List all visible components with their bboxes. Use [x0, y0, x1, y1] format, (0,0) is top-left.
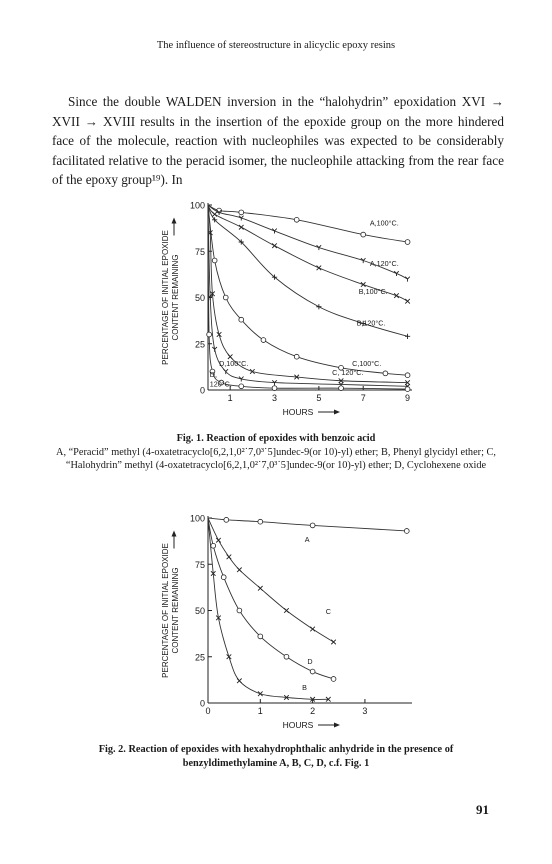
fig1-curve-label-c-100-c: C,100°C. — [352, 358, 382, 368]
fig1-series-d-100-c-point — [239, 317, 244, 322]
fig2-series-d-point — [221, 575, 226, 580]
fig2-y-tick-label: 75 — [194, 559, 205, 570]
fig1-curve-label-a-120-c: A,120°C. — [369, 259, 399, 269]
fig2-x-axis-label: HOURS — [282, 720, 314, 730]
fig2-series-a-point — [224, 517, 229, 522]
fig1-series-d-120-c-point — [272, 386, 277, 391]
figure-2-caption — [54, 743, 498, 770]
fig1-series-d-120-c-point — [339, 386, 344, 391]
fig2-series-d-point — [258, 634, 263, 639]
fig2-y-tick-label: 100 — [189, 513, 205, 524]
body-paragraph: Since the double WALDEN inversion in the “halohydrin” epoxidation XVI → XVII → XVIII results in the insertion of the epoxide group on the more hindered face of the molecule, reaction with nucleophiles was expected to be considerably facilitated relative to the peracid isomer, the nucleophile attacking from the rear face of the epoxy group¹⁹). In — [52, 94, 504, 187]
fig2-curve-label-b: B — [302, 683, 307, 693]
fig2-x-tick-label: 1 — [257, 706, 263, 716]
fig1-series-b-100-c-point — [394, 293, 399, 298]
fig1-series-d-100-c-point — [294, 354, 299, 359]
fig1-curve-label-c-120-c: C, 120°C. — [332, 368, 364, 378]
fig1-series-d-120-c-point — [239, 384, 244, 389]
fig1-curve-label-a-100-c: A,100°C. — [369, 218, 399, 228]
fig1-x-tick-label: 5 — [316, 393, 322, 403]
fig1-series-b-120-c-point — [405, 334, 410, 339]
fig2-curve-label-c: C — [325, 607, 331, 617]
fig2-y-tick-label: 25 — [194, 652, 205, 663]
fig2-x-tick-label: 2 — [310, 706, 316, 716]
figure-2-caption-title: Reaction of epoxides with hexahydrophthalic anhydride in the presence of benzyldimethylamine A, B, C, D, c.f. Fig. 1 — [128, 744, 454, 769]
fig1-series-b-100-c-point — [405, 299, 410, 304]
fig1-x-axis-label: HOURS — [282, 407, 314, 417]
fig2-x-tick-label: 3 — [362, 706, 368, 716]
fig1-series-b-100-c-point — [239, 225, 244, 230]
fig1-series-a-100-c-point — [239, 210, 244, 215]
fig1-y-tick-label: 50 — [194, 293, 205, 303]
fig1-series-d-100-c-point — [383, 371, 388, 376]
fig2-series-a-point — [258, 519, 263, 524]
fig2-series-b-point — [237, 679, 242, 684]
fig2-curve-label-d: D — [307, 657, 313, 667]
fig2-series-d-point — [310, 669, 315, 674]
fig1-series-b-100-c-point — [212, 212, 217, 217]
fig1-x-tick-label: 3 — [272, 393, 278, 403]
fig1-series-b-100-c-point — [317, 266, 322, 271]
fig2-x-tick-label: 0 — [205, 706, 211, 716]
fig2-y-axis-arrowhead — [172, 531, 177, 537]
fig2-series-c-point — [216, 538, 221, 543]
fig2-y-axis-label-line2: CONTENT REMAINING — [171, 567, 180, 654]
fig2-series-c-point — [310, 627, 315, 632]
fig1-series-a-100-c-point — [405, 240, 410, 245]
fig1-series-b-120-c-point — [316, 304, 321, 309]
fig1-series-b-100-c-point — [272, 243, 277, 248]
fig1-series-d-100-c-point — [261, 338, 266, 343]
fig1-series-d-100-c-point — [405, 373, 410, 378]
fig2-series-c-point — [237, 568, 242, 573]
fig1-series-a-100-c-point — [361, 232, 366, 237]
fig1-x-tick-label: 7 — [360, 393, 366, 403]
figure-1-caption-detail: A, “Peracid” methyl (4-oxatetracyclo[6,2,1,0²˙7,0³˙5]undec-9(or 10)-yl) ether; B, Phenyl glycidyl ether; C, “Halohydrin” methyl (4-oxatetracyclo[6,2,1,0²˙7,0³˙5]undec-9(or 10)-yl) ether; D, Cyclohexene oxide — [56, 446, 496, 472]
fig2-series-d-point — [237, 608, 242, 613]
fig2-x-axis-arrowhead — [334, 723, 340, 728]
figure-1-caption — [54, 432, 498, 473]
fig1-series-a-120-c-point — [405, 277, 410, 282]
fig1-curve-label-120-c: 120°C. — [209, 379, 232, 389]
fig1-curve-label-d: D, — [209, 370, 217, 380]
fig2-y-tick-label: 0 — [199, 698, 205, 709]
fig1-series-d-120-c-point — [405, 387, 410, 392]
fig2-series-b-point — [258, 691, 263, 696]
fig2-series-a-point — [404, 529, 409, 534]
running-head: The influence of stereostructure in alicyclic epoxy resins — [156, 40, 396, 51]
fig2-y-axis-label-line1: PERCENTAGE OF INITIAL EPOXIDE — [161, 543, 170, 678]
fig1-y-tick-label: 100 — [189, 200, 205, 211]
fig1-x-tick-label: 9 — [405, 393, 411, 403]
fig2-series-c-point — [258, 586, 263, 591]
fig1-series-d-120-c-point — [207, 332, 212, 337]
fig2-series-a-line — [208, 518, 407, 531]
fig1-y-axis-arrowhead — [172, 218, 177, 224]
fig1-curve-label-b-100-c: B,100°C. — [358, 286, 388, 296]
fig1-series-d-100-c-point — [212, 258, 217, 263]
fig2-series-c-point — [227, 555, 232, 560]
fig1-series-a-100-c-point — [294, 217, 299, 222]
fig1-y-tick-label: 75 — [194, 246, 205, 257]
fig1-curve-label-b-120-c: B,120°C. — [356, 318, 386, 328]
figure-1-chart — [150, 195, 420, 423]
fig2-series-c-line — [208, 518, 334, 642]
fig2-y-tick-label: 50 — [194, 606, 205, 616]
fig2-series-d-point — [284, 654, 289, 659]
fig1-x-tick-label: 1 — [227, 393, 233, 403]
page-number: 91 — [476, 802, 489, 817]
fig2-series-c-point — [331, 640, 336, 645]
fig2-series-d-point — [331, 677, 336, 682]
fig2-curve-label-a: A — [304, 535, 310, 545]
fig1-y-tick-label: 0 — [199, 385, 205, 396]
fig1-y-axis-label-line2: CONTENT REMAINING — [171, 254, 180, 341]
fig2-series-b-point — [227, 654, 232, 659]
fig1-y-tick-label: 25 — [194, 339, 205, 350]
figure-1-caption-label: Fig. 1. — [176, 433, 204, 444]
fig1-x-axis-arrowhead — [334, 410, 340, 415]
fig1-y-axis-label-line1: PERCENTAGE OF INITIAL EPOXIDE — [161, 230, 170, 365]
fig2-series-d-point — [211, 543, 216, 548]
figure-2-caption-label: Fig. 2. — [98, 744, 126, 755]
fig2-series-a-point — [310, 523, 315, 528]
fig2-series-c-point — [284, 608, 289, 613]
fig1-series-d-100-c-point — [223, 295, 228, 300]
figure-2-chart — [150, 508, 420, 736]
figure-1-caption-title: Reaction of epoxides with benzoic acid — [206, 433, 376, 444]
fig1-series-a-120-c-point — [394, 271, 399, 276]
fig1-curve-label-d-100-c: D,100°C. — [219, 358, 249, 368]
